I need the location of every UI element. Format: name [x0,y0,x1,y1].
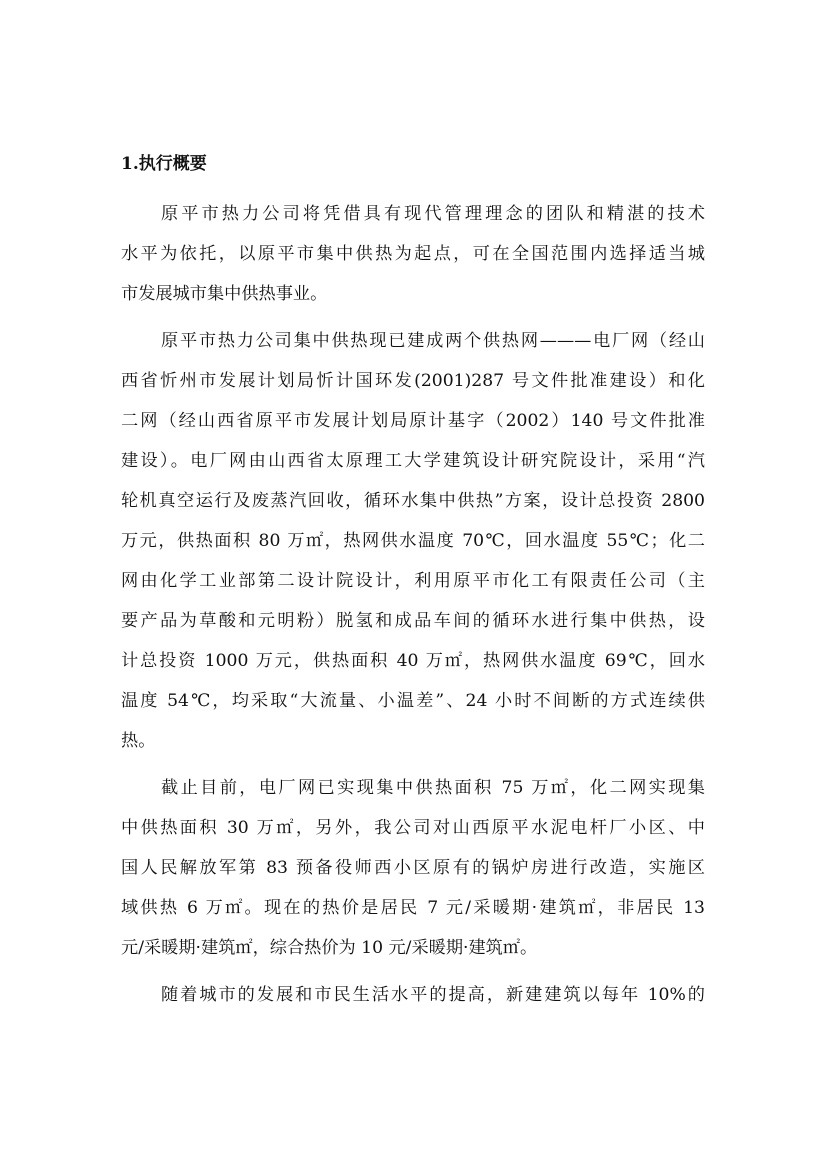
paragraph-line: 轮机真空运行及废蒸汽回收，循环水集中供热”方案，设计总投资 2800 [121,491,705,511]
paragraph-line: 截止目前，电厂网已实现集中供热面积 75 万㎡，化二网实现集 [161,778,705,798]
paragraph-line: 原平市热力公司将凭借具有现代管理理念的团队和精湛的技术 [161,204,705,224]
paragraph-line: 网由化学工业部第二设计院设计，利用原平市化工有限责任公司（主 [121,571,705,591]
paragraph-line: 万元，供热面积 80 万㎡，热网供水温度 70℃，回水温度 55℃；化二 [121,531,705,551]
paragraph-line: 中供热面积 30 万㎡，另外，我公司对山西原平水泥电杆厂小区、中 [121,818,705,838]
paragraph-1 [121,194,705,314]
paragraph-line: 水平为依托，以原平市集中供热为起点，可在全国范围内选择适当城 [121,244,705,264]
paragraph-line: 市发展城市集中供热事业。 [121,284,328,304]
paragraph-line: 原平市热力公司集中供热现已建成两个供热网———电厂网（经山 [161,331,705,351]
paragraph-line: 要产品为草酸和元明粉）脱氢和成品车间的循环水进行集中供热，设 [121,611,705,631]
paragraph-line: 二网（经山西省原平市发展计划局原计基字（2002）140 号文件批准 [121,411,705,431]
paragraph-line: 计总投资 1000 万元，供热面积 40 万㎡，热网供水温度 69℃，回水 [121,651,705,671]
paragraph-line: 随着城市的发展和市民生活水平的提高，新建建筑以每年 10%的 [161,985,705,1005]
paragraph-line: 元/采暖期·建筑㎡，综合热价为 10 元/采暖期·建筑㎡。 [121,938,538,958]
paragraph-line: 温度 54℃，均采取“大流量、小温差”、24 小时不间断的方式连续供 [121,691,705,711]
paragraph-2 [121,321,705,761]
paragraph-line: 国人民解放军第 83 预备役师西小区原有的锅炉房进行改造，实施区 [121,858,705,878]
paragraph-line: 域供热 6 万㎡。现在的热价是居民 7 元/采暖期·建筑㎡，非居民 13 [121,898,705,918]
paragraph-3 [121,768,705,968]
paragraph-line: 建设）。电厂网由山西省太原理工大学建筑设计研究院设计，采用“汽 [121,451,705,471]
document-page [121,150,705,1022]
paragraph-line: 西省忻州市发展计划局忻计国环发(2001)287 号文件批准建设）和化 [121,371,705,391]
section-heading: 1.执行概要 [121,154,207,174]
paragraph-line: 热。 [121,731,156,751]
paragraph-4 [121,975,705,1015]
